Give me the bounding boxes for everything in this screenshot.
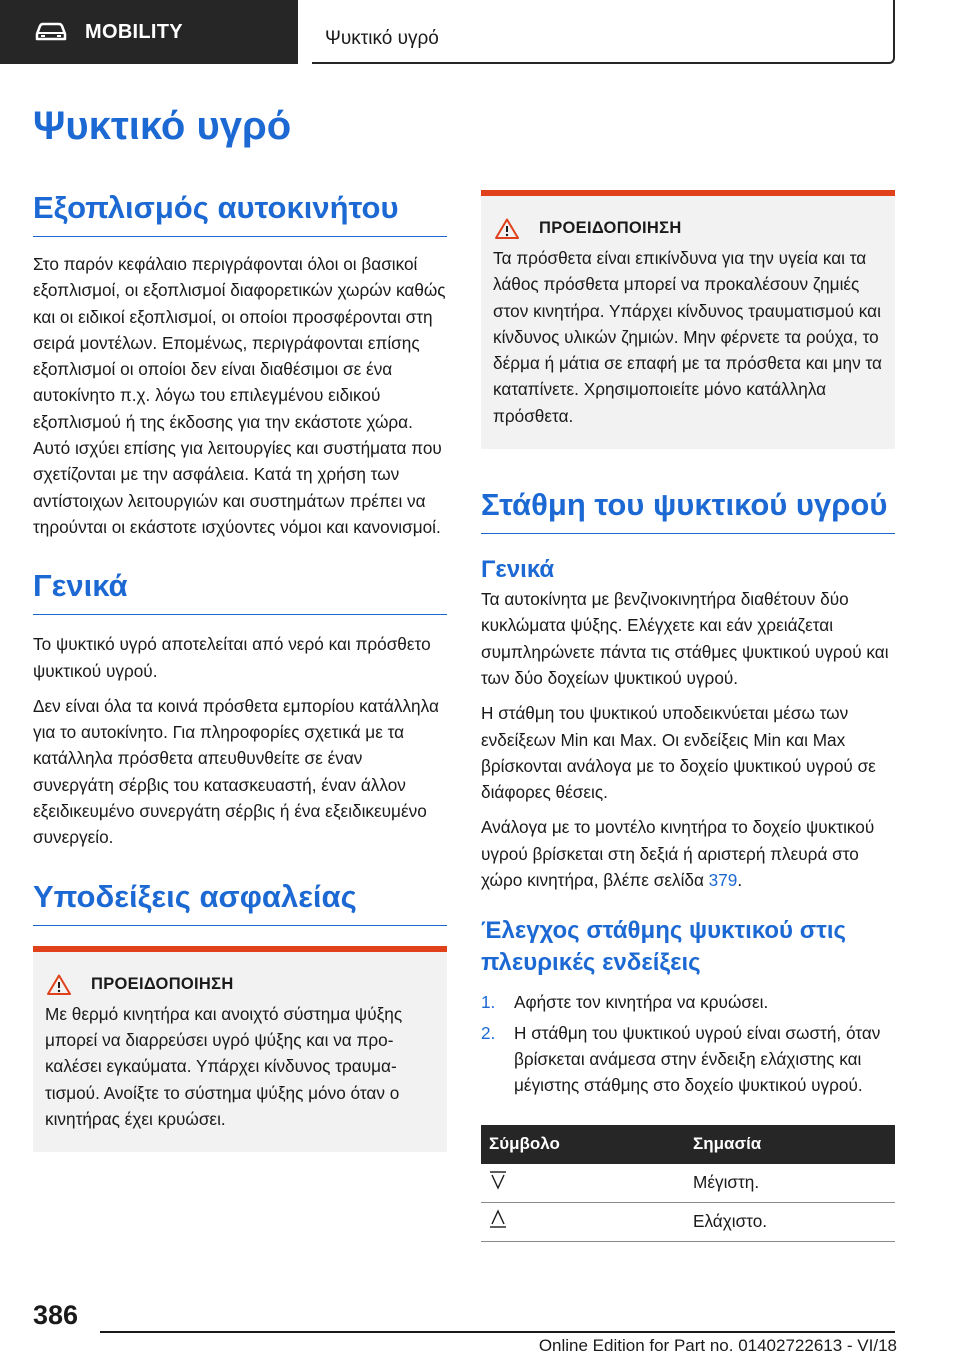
page-number: 386 (33, 1300, 79, 1330)
level-text-2: Η στάθμη του ψυκτικού υποδεικνύεται μέσω των ενδείξεων Min και Max. Οι ενδείξεις Min και Max βρίσκονται ανάλογα με το δοχείο ψυκτικού υγρού σε διάφορες θέσεις. (481, 703, 876, 803)
section-label: MOBILITY (85, 20, 183, 43)
check-steps (481, 989, 895, 1098)
step-text: Η στάθμη του ψυκτικού υγρού είναι σωστή, όταν βρίσκεται ανάμεσα στην ένδειξη ελάχιστης και μέγιστης στάθμης στο δοχείο ψυκτικού υγρού. (514, 1022, 881, 1096)
column-header-symbol: Σύμβολο (481, 1125, 685, 1164)
warning-triangle-icon (47, 974, 71, 995)
table-row (481, 1202, 895, 1241)
general-heading: Γενικά (33, 566, 447, 615)
general-text-1: Το ψυκτικό υγρό αποτελείται από νερό και πρόσθετο ψυκτικού υγρού. (33, 634, 431, 681)
step-text: Αφήστε τον κινητήρα να κρυώσει. (514, 992, 769, 1013)
warning-title: ΠΡΟΕΙΔΟΠΟΙΗΣΗ (539, 219, 682, 237)
safety-heading: Υποδείξεις ασφαλείας (33, 877, 447, 926)
level-general-heading: Γενικά (481, 556, 555, 584)
warning-triangle-icon (495, 218, 519, 239)
equipment-text: Στο παρόν κεφάλαιο περιγράφονται όλοι οι βασικοί εξοπλισμοί, οι εξοπλισμοί διαφορετικών χωρών καθώς και οι ειδικοί εξοπλισμοί, οι οποίοι προσφέρονται στη σειρά μοντέλων. Επομένως, περιγράφονται επίσης εξοπλισμοί οι οποίοι δεν είναι διαθέσιμοι σε ένα αυτοκίνητο π.χ. λόγω του επιλεγμένου ειδικού εξοπλισμού ή της έκδοσης για την εκάστοτε χώρα. Αυτό ισχύει επίσης για λειτουργίες και συστήματα που σχετίζονται με την ασφάλεια. Κατά τη χρήση των αντίστοιχων λειτουργιών και συστημάτων πρέπει να τηρούνται οι εκάστοτε ισχύοντες νόμοι και κανονισμοί. (33, 254, 446, 537)
level-text-3-end: . (737, 870, 743, 891)
car-icon (34, 22, 68, 42)
check-heading: Έλεγχος στάθμης ψυκτικού στις πλευρικές ενδείξεις (481, 917, 846, 977)
page-title: Ψυκτικό υγρό (33, 104, 292, 148)
table-header-row (481, 1125, 895, 1164)
level-text-3 (481, 814, 895, 893)
warning-text: Τα πρόσθετα είναι επικίνδυνα για την υγεία και τα λάθος πρόσθετα μπορεί να προκαλέσουν ζημιές στον κινητήρα. Υπάρχει κίνδυνος τραυματισμού και κίνδυνος υλικών ζημιών. Μην φέρνετε τα ρούχα, το δέρμα ή μάτια σε επαφή με τα πρόσθετα και μην τα καταπίνετε. Χρησιμοποιείτε μόνο κατάλληλα πρόσθετα. (493, 248, 882, 426)
level-text-3-body: Ανάλογα με το μοντέλο κινητήρα το δοχείο ψυκτικού υγρού βρίσκεται στη δεξιά ή αριστερή πλευρά στο χώρο κινητήρα, βλέπε σελίδα (481, 817, 875, 891)
symbol-table (481, 1125, 895, 1242)
section-tab[interactable] (0, 0, 298, 64)
level-text-1: Τα αυτοκίνητα με βενζινοκινητήρα διαθέτουν δύο κυκλώματα ψύξης. Ελέγχετε και εάν χρειάζεται συμπληρώνετε πάντα τις στάθμες ψυκτικού υγρού και των δύο δοχείων ψυκτικού υγρού. (481, 589, 889, 688)
right-column (481, 190, 895, 1242)
warning-header (493, 218, 883, 239)
general-text-2: Δεν είναι όλα τα κοινά πρόσθετα εμπορίου κατάλληλα για το αυτοκίνητο. Για πληροφορίες σχετικά με τα κατάλληλα πρόσθετα απευθυνθείτε σε έναν συνεργάτη σέρβις του κατασκευαστή, έναν άλλον εξειδικευμένο συνεργάτη σέρβις ή ένα εξειδικευμένο συνεργείο. (33, 695, 439, 848)
step-number: 1. (481, 992, 496, 1013)
page-reference-link[interactable]: 379 (708, 870, 738, 891)
chapter-tab[interactable] (312, 0, 895, 64)
edition-info: Online Edition for Part no. 01402722613 - VI/18 (538, 1336, 897, 1355)
table-row (481, 1164, 895, 1203)
step-number: 2. (481, 1022, 496, 1043)
warning-text: Με θερμό κινητήρα και ανοιχτό σύστημα ψύξης μπορεί να διαρρεύσει υγρό ψύξης και να προκαλέσει εγκαύματα. Υπάρχει κίνδυνος τραυματισμού. Ανοίξτε το σύστημα ψύξης μόνο όταν ο κινητήρας έχει κρυώσει. (45, 1003, 403, 1129)
chapter-label: Ψυκτικό υγρό (325, 28, 439, 49)
left-column (33, 188, 447, 1152)
column-header-meaning: Σημασία (685, 1125, 895, 1164)
footer-divider (100, 1331, 895, 1333)
meaning-cell: Ελάχιστο. (685, 1202, 895, 1241)
warning-title: ΠΡΟΕΙΔΟΠΟΙΗΣΗ (91, 974, 234, 993)
warning-header (45, 974, 435, 995)
max-mark-icon (489, 1170, 507, 1190)
warning-box-additives (481, 190, 895, 449)
meaning-cell: Μέγιστη. (685, 1164, 895, 1203)
equipment-heading: Εξοπλισμός αυτοκινήτου (33, 188, 447, 237)
warning-box-coolant (33, 946, 447, 1152)
step-item (481, 1020, 895, 1099)
step-item (481, 989, 895, 1015)
level-heading: Στάθμη του ψυκτικού υγρού (481, 485, 895, 534)
min-mark-icon (489, 1209, 507, 1229)
